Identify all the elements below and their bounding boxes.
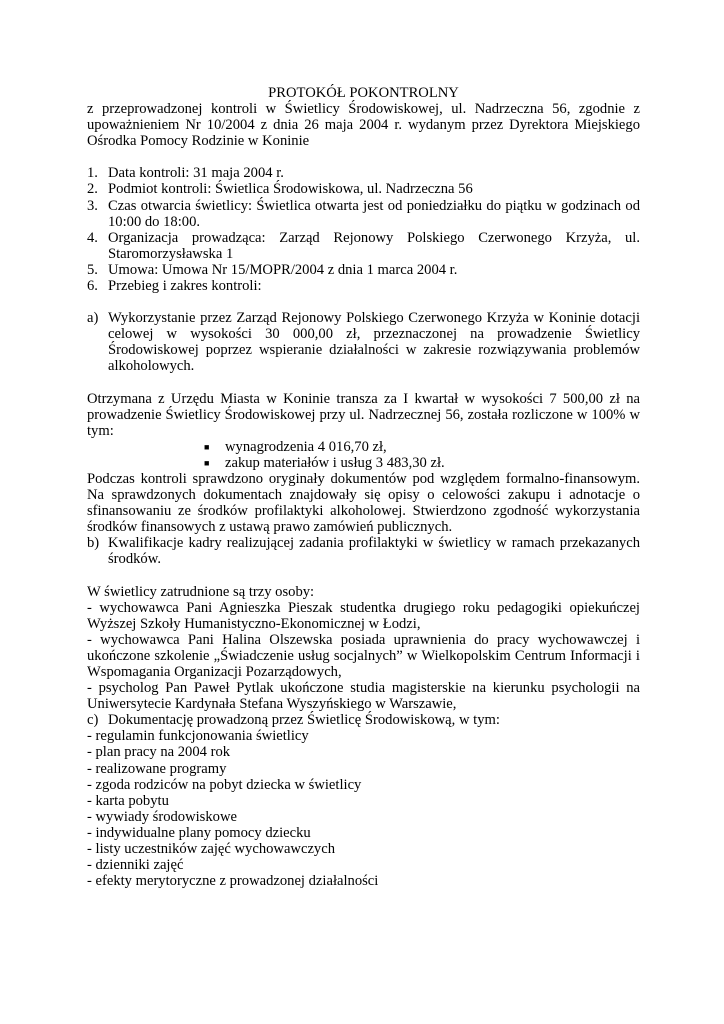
document-item: - karta pobytu [87, 792, 169, 809]
section-b-label: b) [87, 535, 100, 552]
item-text: Czas otwarcia świetlicy: Świetlica otwarta jest od poniedziałku do piątku w godzinach od 10:00 do 18:00. [108, 197, 640, 230]
item-number: 5. [87, 261, 98, 278]
section-a-label: a) [87, 310, 99, 327]
staff-item: - psycholog Pan Paweł Pytlak ukończone studia magisterskie na kierunku psychologii na Uniwersytecie Kardynała Stefana Wyszyńskiego w Warszawie, [87, 680, 640, 713]
staff-item: - wychowawca Pani Agnieszka Pieszak studentka drugiego roku pedagogiki opiekuńczej Wyższej Szkoły Humanistyczno-Ekonomicznej w Łodzi, [87, 599, 640, 632]
section-a-text: Wykorzystanie przez Zarząd Rejonowy Polskiego Czerwonego Krzyża w Koninie dotacji celowej w wysokości 30 000,00 zł, przeznaczonej na prowadzenie Świetlicy Środowiskowej poprzez wspieranie działalności w zakresie rozwiązywania problemów alkoholowych. [108, 310, 640, 375]
transza-paragraph: Otrzymana z Urzędu Miasta w Koninie transza za I kwartał w wysokości 7 500,00 zł na prowadzenie Świetlicy Środowiskowej przy ul. Nadrzecznej 56, została rozliczone w 100% w tym: [87, 390, 640, 439]
document-item: - listy uczestników zajęć wychowawczych [87, 841, 335, 858]
item-text: Podmiot kontroli: Świetlica Środowiskowa, ul. Nadrzeczna 56 [108, 181, 473, 198]
item-number: 4. [87, 229, 98, 246]
section-c-text: Dokumentację prowadzoną przez Świetlicę Środowiskową, w tym: [108, 712, 500, 729]
numbered-item [87, 181, 640, 197]
staff-item: - wychowawca Pani Halina Olszewska posiada uprawnienia do pracy wychowawczej i ukończone szkolenie „Świadczenie usług socjalnych” w Wielkopolskim Centrum Informacji i Wspomagania Organizacji Pozarządowych, [87, 631, 640, 680]
numbered-list [87, 165, 640, 294]
document-item: - zgoda rodziców na pobyt dziecka w świetlicy [87, 776, 362, 793]
item-text: Data kontroli: 31 maja 2004 r. [108, 165, 284, 182]
item-number: 6. [87, 278, 98, 295]
square-bullet-icon: ■ [204, 457, 210, 468]
spacer [87, 568, 640, 584]
item-number: 2. [87, 181, 98, 198]
spacer [87, 149, 640, 165]
staff-intro: W świetlicy zatrudnione są trzy osoby: [87, 583, 315, 600]
numbered-item [87, 278, 640, 294]
section-c [87, 712, 640, 728]
section-c-label: c) [87, 712, 99, 729]
bullet-text: wynagrodzenia 4 016,70 zł, [225, 438, 387, 455]
document-title: PROTOKÓŁ POKONTROLNY [268, 85, 459, 101]
spacer [87, 375, 640, 391]
item-number: 3. [87, 197, 98, 214]
document-page [87, 85, 640, 889]
document-item: - indywidualne plany pomocy dziecku [87, 824, 311, 841]
item-text: Umowa: Umowa Nr 15/MOPR/2004 z dnia 1 marca 2004 r. [108, 261, 458, 278]
intro-paragraph: z przeprowadzonej kontroli w Świetlicy Środowiskowej, ul. Nadrzeczna 56, zgodnie z upoważnieniem Nr 10/2004 z dnia 26 maja 2004 r. wydanym przez Dyrektora Miejskiego Ośrodka Pomocy Rodzinie w Koninie [87, 101, 640, 150]
section-b-text: Kwalifikacje kadry realizującej zadania profilaktyki w świetlicy w ramach przekazanych środków. [108, 535, 640, 568]
numbered-item [87, 165, 640, 181]
document-item: - efekty merytoryczne z prowadzonej działalności [87, 873, 379, 890]
documents-list [87, 728, 640, 889]
document-item: - dzienniki zajęć [87, 857, 184, 874]
spacer [87, 294, 640, 310]
document-item: - wywiady środowiskowe [87, 808, 237, 825]
section-a [87, 310, 640, 374]
document-item: - plan pracy na 2004 rok [87, 744, 231, 761]
numbered-item [87, 198, 640, 230]
numbered-item [87, 262, 640, 278]
document-item: - regulamin funkcjonowania świetlicy [87, 728, 309, 745]
section-b [87, 535, 640, 567]
numbered-item [87, 230, 640, 262]
item-number: 1. [87, 165, 98, 182]
bullet-text: zakup materiałów i usług 3 483,30 zł. [225, 454, 445, 471]
document-item: - realizowane programy [87, 760, 227, 777]
square-bullet-icon: ■ [204, 441, 210, 452]
item-text: Organizacja prowadząca: Zarząd Rejonowy Polskiego Czerwonego Krzyża, ul. Staromorzysławska 1 [108, 229, 640, 262]
item-text: Przebieg i zakres kontroli: [108, 278, 262, 295]
expense-bullets [87, 439, 640, 471]
bullet-item [204, 455, 640, 471]
control-paragraph: Podczas kontroli sprawdzono oryginały dokumentów pod względem formalno-finansowym. Na sprawdzonych dokumentach znajdowały się opisy o celowości zakupu i adnotacje o sfinansowaniu ze środków profilaktyki alkoholowej. Stwierdzono zgodność wykorzystania środków finansowych z ustawą prawo zamówień publicznych. [87, 470, 640, 536]
bullet-item [204, 439, 640, 455]
